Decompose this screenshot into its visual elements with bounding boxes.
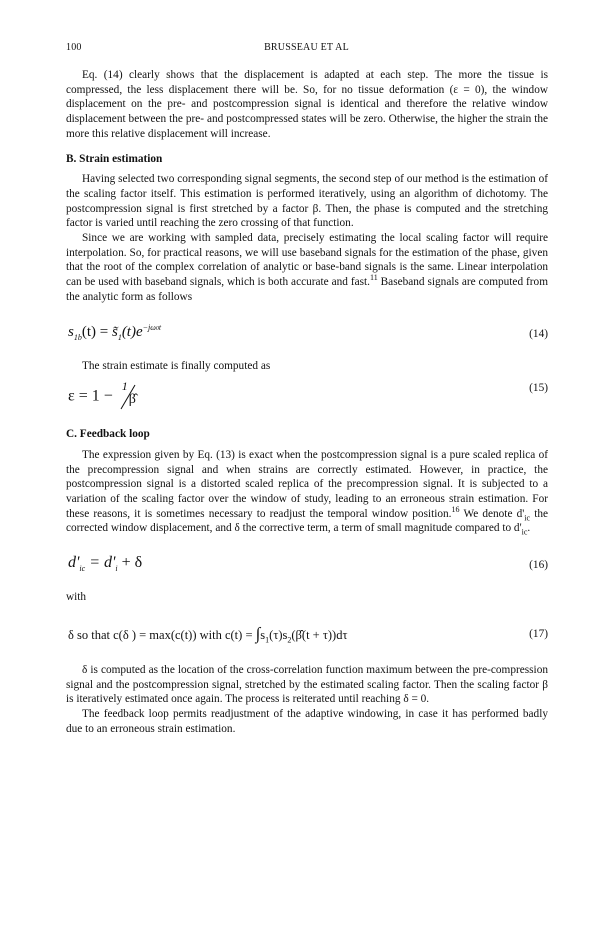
page-number: 100 [66, 42, 82, 53]
running-head: BRUSSEAU ET AL [264, 42, 349, 53]
paragraph-displacement: Eq. (14) clearly shows that the displacement is adapted at each step. The more the tissue is compressed, the less displacement there will be. So, for no tissue deformation (ε = 0), the window displacement on the pre- and postcompression signal is identical and therefore the relative window displacement between the pre- and postcompressed states will be zero. Otherwise, the higher the strain the more this relative displacement will increase. [66, 69, 548, 140]
equation-14-formula: $s_{1b}(t)$ = $s̃_1(t)e^{-j\omega 0t}$ [68, 322, 162, 342]
equation-17-formula: δ so that c(δ ) = max(c(t)) with $c(t) = \int s_1(\tau)s_2(\betâ(t + \tau))d\tau$ [68, 623, 348, 645]
equation-14 [66, 319, 548, 349]
page-header [66, 42, 547, 56]
equation-15-formula: ε = 1 − 1 β̂ [68, 383, 139, 411]
equation-15 [66, 373, 548, 413]
paragraph-feedback: The expression given by Eq. (13) is exact when the postcompression signal is a pure scaled replica of the precompression signal and when strains are correctly estimated. However, in practice, the postcompression signal is a distorted scaled replica of the precompression signal. It is subjected to a variation of the scaling factor over the window of study, leading to an erroneous strain estimation. For these reasons, it is sometimes necessary to readjust the temporal window position.$^{16}$ We denote $d'_{ic}$ the corrected window displacement, and δ the corrective term, a term of small magnitude compared to $d'_{ic}$. [66, 448, 548, 537]
equation-16-number: (16) [529, 559, 548, 572]
equation-15-number: (15) [529, 382, 548, 395]
paragraph-cross-correlation: δ is computed as the location of the cross-correlation function maximum between the pre-compression signal and the postcompression signal, stretched by the estimated scaling factor. Then the scaling factor β is iteratively estimated once again. The process is reiterated until reaching δ = 0. [66, 663, 548, 706]
section-title-strain-estimation: B. Strain estimation [66, 152, 163, 165]
reference-16: 16 [451, 505, 460, 514]
reference-11: 11 [370, 273, 378, 283]
paragraph-feedback-conclusion: The feedback loop permits readjustment of the adaptive windowing, in case it has performed badly due to an erroneous strain estimation. [66, 707, 548, 735]
paragraph-baseband: Since we are working with sampled data, precisely estimating the local scaling factor will require interpolation. So, for practical reasons, we will use baseband signals for the estimation of the phase, given that the root of the complex correlation of analytic or base-band signals is the same. Linear interpolation can be used with baseband signals, which is both accurate and fast.$^{11}$ Baseband signals are computed from the analytic form as follows [66, 232, 548, 303]
paragraph-scaling-factor: Having selected two corresponding signal segments, the second step of our method is the estimation of the scaling factor itself. This estimation is performed iteratively, using an algorithm of dichotomy. The postcompression signal is first stretched by a factor β. Then, the phase is computed and the stretching factor is varied until reaching the zero crossing of that function. [66, 173, 548, 230]
equation-17-number: (17) [529, 627, 548, 640]
equation-16-formula: $d'_{ic} = d'_i + \delta$ [68, 554, 143, 574]
page-body [66, 68, 548, 736]
equation-15-fraction: 1 β̂ [121, 379, 136, 408]
equation-17 [66, 619, 548, 649]
equation-14-number: (14) [529, 327, 548, 340]
section-title-feedback-loop: C. Feedback loop [66, 428, 150, 441]
paragraph-strain-estimate: The strain estimate is finally computed as [82, 359, 271, 372]
word-with: with [66, 591, 87, 604]
equation-16 [66, 550, 548, 580]
